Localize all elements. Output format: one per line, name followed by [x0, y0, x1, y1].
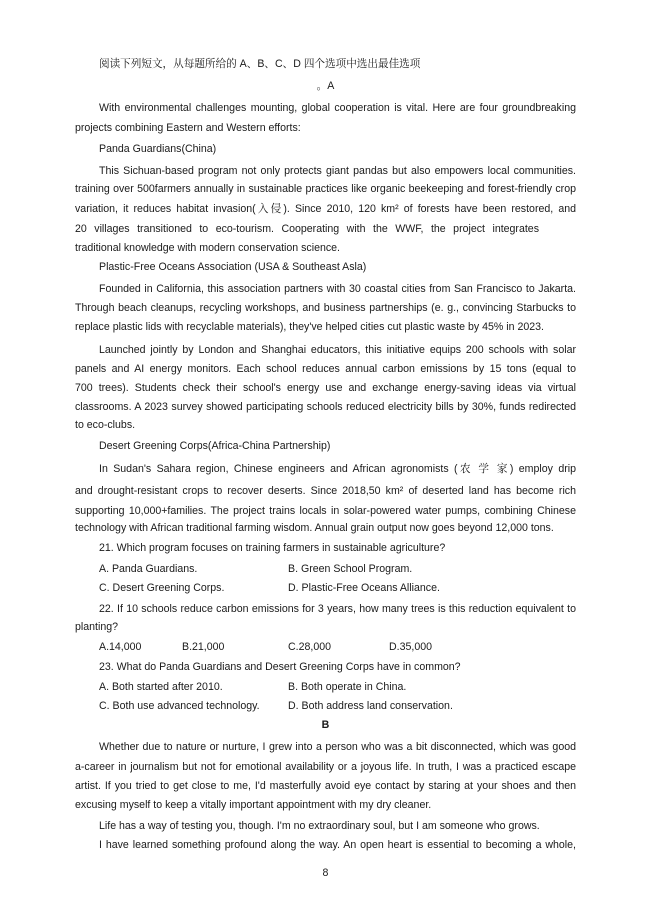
panda-line-2: training over 500farmers annually in sustainable practices like organic beekeeping and forest-friendly crop [75, 183, 576, 195]
q22-option-b[interactable]: B.21,000 [182, 641, 225, 653]
passage-b-line-1: Whether due to nature or nurture, I grew into a person who was a bit disconnected, which was good [99, 741, 576, 753]
q21-option-d[interactable]: D. Plastic-Free Oceans Alliance. [288, 582, 440, 594]
question-22-line-2: planting? [75, 621, 119, 633]
heading-plastic-free-oceans: Plastic-Free Oceans Association (USA & Southeast Asla) [99, 261, 367, 273]
heading-panda-guardians: Panda Guardians(China) [99, 143, 217, 155]
school-line-5: to eco-clubs. [75, 419, 136, 431]
desert-line-1: In Sudan's Sahara region, Chinese engineers and African agronomists (农 学 家) employ drip [99, 463, 576, 475]
desert-line-4: technology with African traditional farming wisdom. Annual grain output now goes beyond 12,000 tons. [75, 522, 554, 534]
q23-option-d[interactable]: D. Both address land conservation. [288, 700, 453, 712]
q23-option-b[interactable]: B. Both operate in China. [288, 681, 407, 693]
school-line-1: Launched jointly by London and Shanghai educators, this initiative equips 200 schools with solar [99, 344, 576, 356]
intro-line-2: projects combining Eastern and Western efforts: [75, 122, 301, 134]
oceans-line-2: Through beach cleanups, recycling workshops, and business partnerships (e. g., convincing Starbucks to [75, 302, 576, 314]
question-21: 21. Which program focuses on training farmers in sustainable agriculture? [99, 542, 446, 554]
desert-line-3: supporting 10,000+families. The project trains locals in solar-powered water pumps, combining Chinese [75, 505, 576, 517]
section-a-label: 。A [316, 80, 335, 92]
page-number: 8 [322, 867, 329, 879]
heading-desert-greening: Desert Greening Corps(Africa-China Partnership) [99, 440, 331, 452]
passage-b-line-3: artist. If you tried to get close to me, I'd masterfully avoid eye contact by staring at your shoes and then [75, 780, 576, 792]
school-line-4: classrooms. A 2023 survey showed participating schools reduced electricity bills by 30%, funds redirected [75, 401, 576, 413]
q21-option-c[interactable]: C. Desert Greening Corps. [99, 582, 225, 594]
panda-line-3: variation, it reduces habitat invasion(入侵). Since 2010, 120 km² of forests have been restored, and [75, 203, 576, 215]
q23-option-a[interactable]: A. Both started after 2010. [99, 681, 223, 693]
passage-b-line-6: I have learned something profound along the way. An open heart is essential to becoming a whole, [99, 839, 576, 851]
q21-option-a[interactable]: A. Panda Guardians. [99, 563, 198, 575]
school-line-3: 700 trees). Students check their school's energy use and exchange energy-saving ideas via virtual [75, 382, 576, 394]
passage-b-line-5: Life has a way of testing you, though. I'm no extraordinary soul, but I am someone who grows. [99, 820, 540, 832]
q22-option-a[interactable]: A.14,000 [99, 641, 142, 653]
panda-line-4: 20 villages transitioned to eco-tourism. Cooperating with the WWF, the project integrates [75, 223, 539, 235]
q22-option-c[interactable]: C.28,000 [288, 641, 331, 653]
q21-option-b[interactable]: B. Green School Program. [288, 563, 413, 575]
question-23: 23. What do Panda Guardians and Desert Greening Corps have in common? [99, 661, 461, 673]
intro-line-1: With environmental challenges mounting, global cooperation is vital. Here are four groundbreaking [99, 102, 576, 114]
question-22-line-1: 22. If 10 schools reduce carbon emissions for 3 years, how many trees is this reduction equivalent to [99, 603, 576, 615]
passage-b-line-2: a-career in journalism but not for emotional availability or a joyous life. In truth, I was a practiced escape [75, 761, 576, 773]
instruction-text: 阅读下列短文，从每题所给的 A、B、C、D 四个选项中选出最佳选项 [99, 58, 421, 70]
oceans-line-3: replace plastic lids with recyclable materials), they've helped cities cut plastic waste by 45% in 2023. [75, 321, 544, 333]
panda-line-5: traditional knowledge with modern conservation science. [75, 242, 340, 254]
panda-line-1: This Sichuan-based program not only protects giant pandas but also empowers local communities. [99, 165, 576, 177]
oceans-line-1: Founded in California, this association partners with 30 coastal cities from San Francisco to Jakarta. [99, 283, 576, 295]
q22-option-d[interactable]: D.35,000 [389, 641, 432, 653]
passage-b-line-4: excusing myself to keep a vitally important appointment with my dry cleaner. [75, 799, 432, 811]
q23-option-c[interactable]: C. Both use advanced technology. [99, 700, 260, 712]
section-b-label: B [321, 719, 330, 731]
desert-line-2: and drought-resistant crops to recover deserts. Since 2018,50 km² of deserted land has become rich [75, 485, 576, 497]
school-line-2: panels and AI energy monitors. Each school reduces annual carbon emissions by 15 tons (equal to [75, 363, 576, 375]
